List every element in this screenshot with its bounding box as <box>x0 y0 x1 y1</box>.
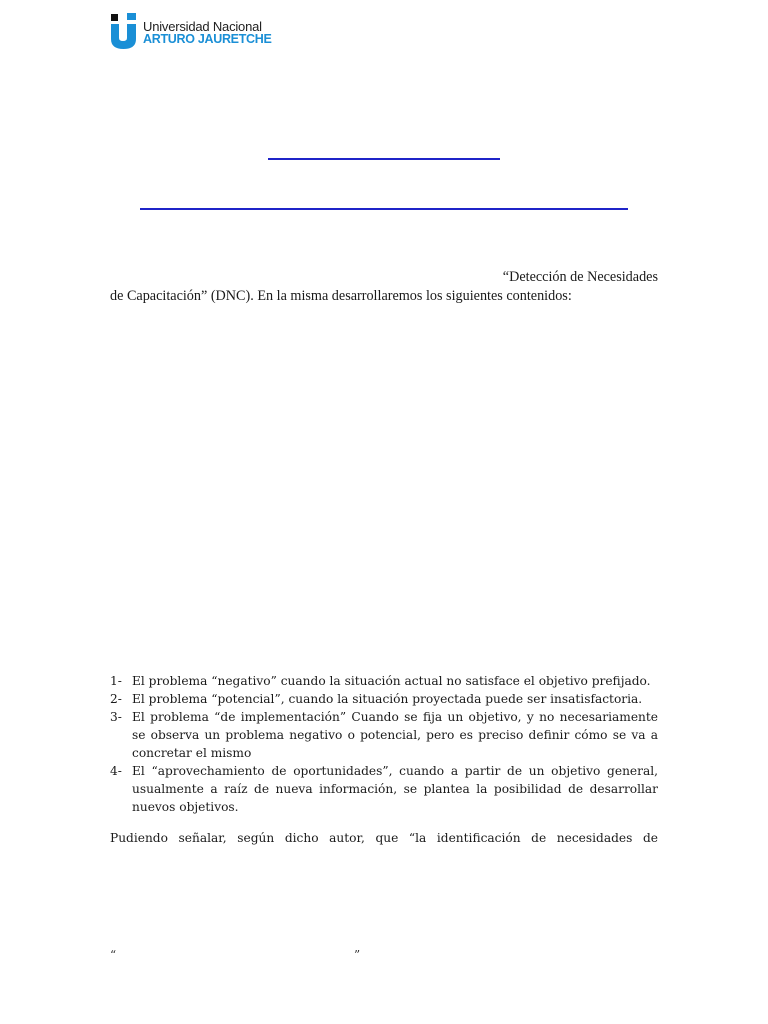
list-item-text: El problema “de implementación” Cuando se fija un objetivo, y no necesariamente se observa un problema negativo o potencial, pero es preciso definir cómo se va a concretar el mismo <box>132 710 658 760</box>
list-item-text: El problema “potencial”, cuando la situación proyectada puede ser insatisfactoria. <box>132 692 643 706</box>
intro-paragraph <box>110 268 658 306</box>
redacted-title-underline <box>268 158 500 160</box>
university-logo-mark <box>110 13 138 49</box>
list-item-number: 3- <box>110 710 122 724</box>
list-item-number: 4- <box>110 764 122 778</box>
logo-line-2: ARTURO JAURETCHE <box>143 32 272 46</box>
list-item-number: 2- <box>110 692 122 706</box>
list-item <box>110 708 658 762</box>
intro-line-1: “Detección de Necesidades <box>502 269 658 285</box>
list-item-text: El problema “negativo” cuando la situación actual no satisface el objetivo prefijado. <box>132 674 651 688</box>
footer-quote-open: “ <box>110 948 117 962</box>
problem-types-list <box>110 672 658 816</box>
logo-line-1: Universidad Nacional <box>143 19 262 34</box>
redacted-subtitle-underline <box>140 208 628 210</box>
intro-line-2: de Capacitación” (DNC). En la misma desarrollaremos los siguientes contenidos: <box>110 288 572 304</box>
list-item <box>110 762 658 816</box>
closing-paragraph: Pudiendo señalar, según dicho autor, que “la identificación de necesidades de <box>110 831 658 845</box>
list-item-text: El “aprovechamiento de oportunidades”, cuando a partir de un objetivo general, usualmente a raíz de nueva información, se plantea la posibilidad de desarrollar nuevos objetivos. <box>132 764 658 814</box>
list-item-number: 1- <box>110 674 122 688</box>
university-logo <box>110 13 270 51</box>
footer-quote-close: ” <box>354 948 361 962</box>
list-item <box>110 690 658 708</box>
logo-wordmark <box>143 20 272 46</box>
list-item <box>110 672 658 690</box>
